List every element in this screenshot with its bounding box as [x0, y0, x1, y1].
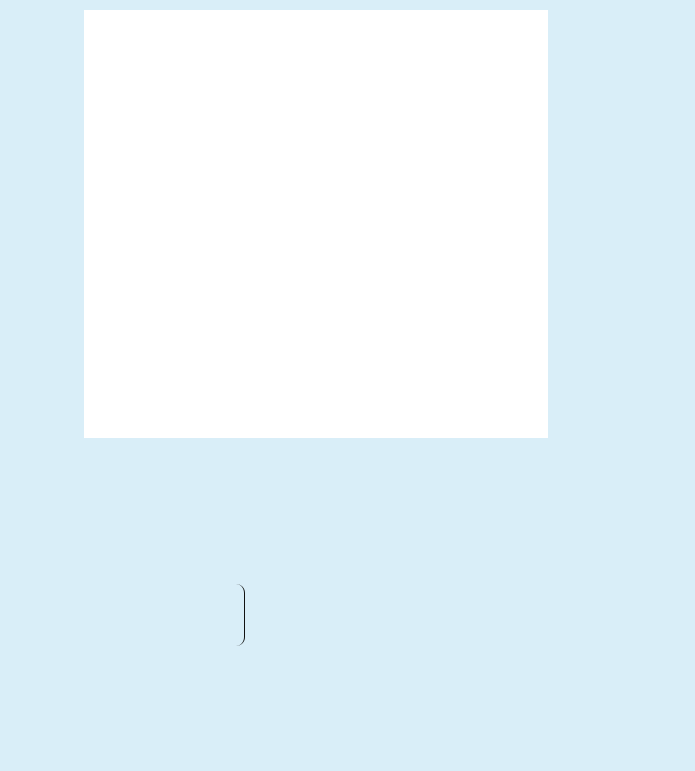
graph-background — [84, 10, 548, 438]
brace — [236, 584, 245, 646]
